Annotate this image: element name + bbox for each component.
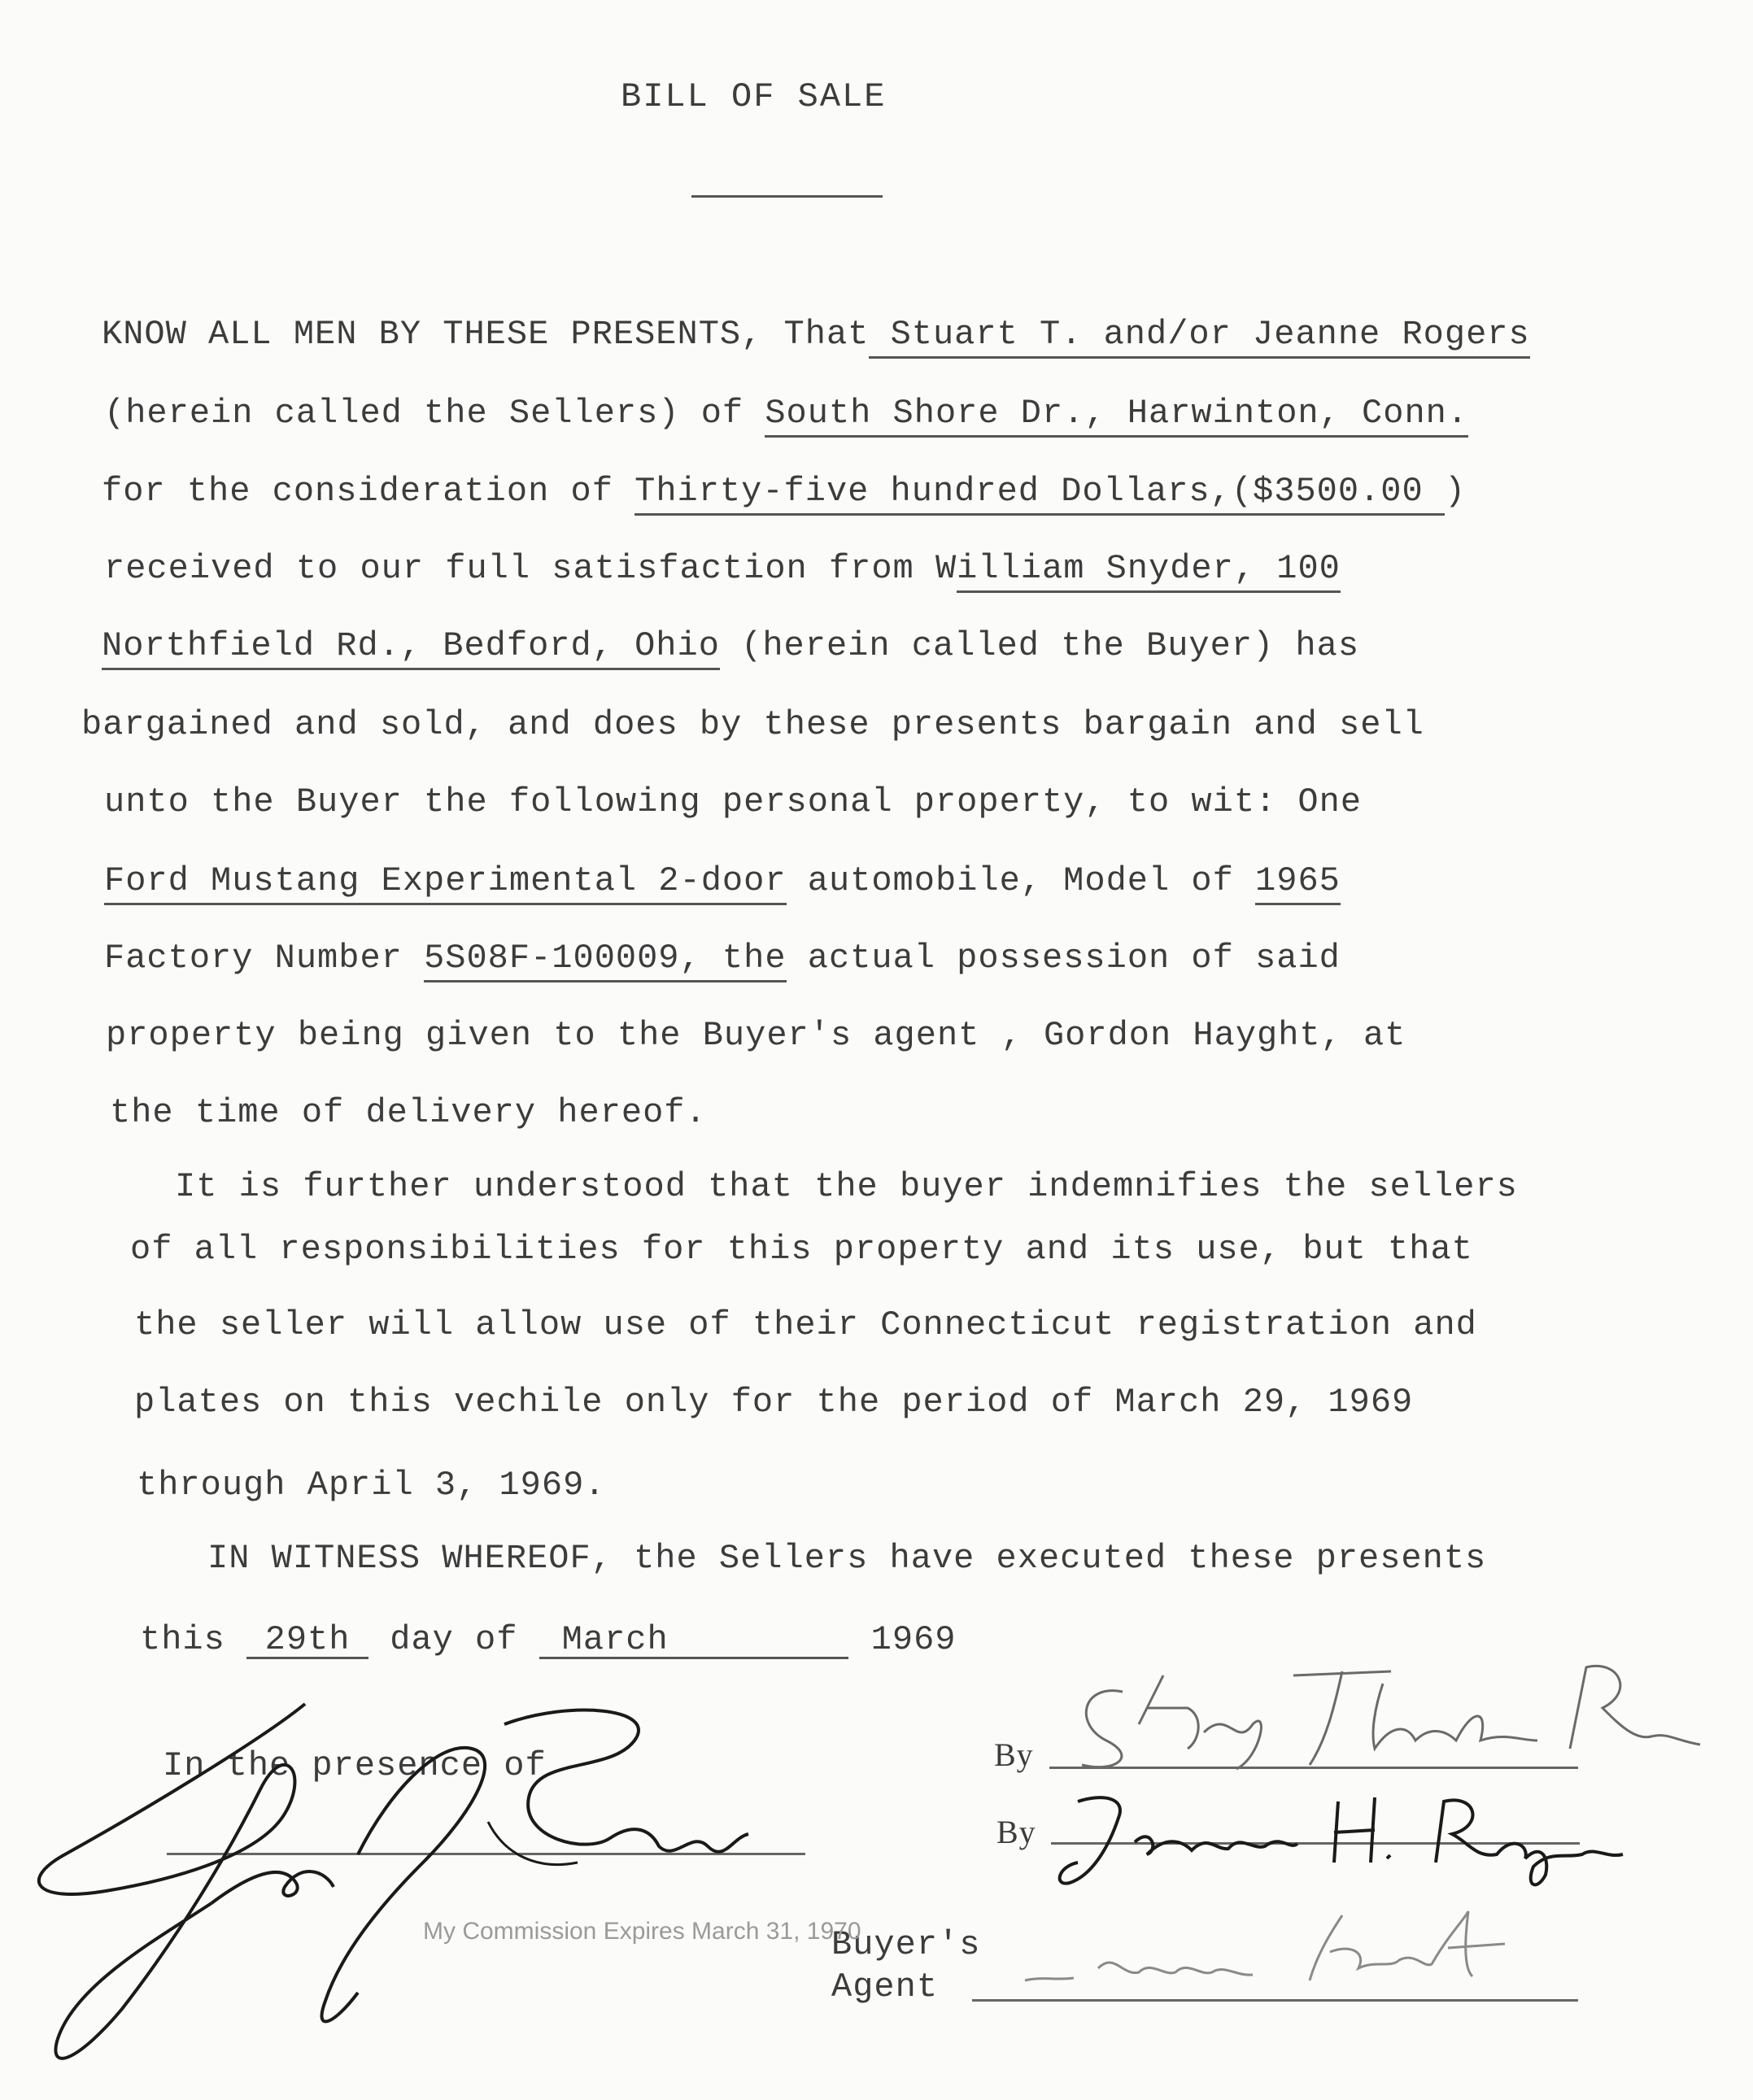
body-line-1: KNOW ALL MEN BY THESE PRESENTS, That Stuart T. and/or Jeanne Rogers <box>102 317 1530 351</box>
seller-2-signature <box>1053 1785 1623 1899</box>
presence-label: In the presence of <box>163 1746 547 1785</box>
vehicle-description: Ford Mustang Experimental 2-door <box>104 861 787 905</box>
seller-names: Stuart T. and/or Jeanne Rogers <box>869 315 1529 359</box>
notary-stamp: My Commission Expires March 31, 1970 <box>423 1918 861 1945</box>
body-line-15: plates on this vechile only for the period of March 29, 1969 <box>134 1383 1414 1422</box>
body-line-18: this 29th day of March 1969 <box>140 1620 957 1659</box>
body-line-6: bargained and sold, and does by these presents bargain and sell <box>81 705 1424 744</box>
seller-address: South Shore Dr., Harwinton, Conn. <box>765 394 1468 438</box>
factory-number: 5S08F-100009, the <box>424 939 786 982</box>
body-line-17: IN WITNESS WHEREOF, the Sellers have executed these presents <box>207 1539 1487 1578</box>
body-line-12: It is further understood that the buyer indemnifies the sellers <box>175 1167 1518 1206</box>
by-label-1: By <box>994 1736 1034 1773</box>
body-line-11: the time of delivery hereof. <box>110 1093 707 1132</box>
body-line-13: of all responsibilities for this property and its use, but that <box>130 1230 1473 1269</box>
buyer-name: illiam Snyder, 100 <box>957 549 1341 593</box>
consideration-words: Thirty-five hundred Dollars, <box>634 472 1232 516</box>
agent-signature <box>1009 1903 1546 2001</box>
witness-signature <box>16 1692 797 2082</box>
body-line-8: Ford Mustang Experimental 2-door automobile, Model of 1965 <box>104 864 1341 898</box>
title-underline <box>691 195 883 198</box>
buyers-agent-label-2: Agent <box>831 1967 939 2006</box>
body-line-9: Factory Number 5S08F-100009, the actual possession of said <box>104 941 1341 975</box>
execution-year: 1969 <box>870 1620 957 1659</box>
body-line-2: (herein called the Sellers) of South Shore Dr., Harwinton, Conn. <box>104 396 1468 430</box>
body-line-7: unto the Buyer the following personal property, to wit: One <box>104 782 1363 821</box>
by-label-2: By <box>996 1814 1036 1850</box>
execution-month: March <box>539 1623 848 1659</box>
body-line-10: property being given to the Buyer's agent , Gordon Hayght, at <box>106 1016 1406 1055</box>
seller-1-signature <box>1049 1659 1700 1781</box>
buyer-address: Northfield Rd., Bedford, Ohio <box>102 626 720 670</box>
vehicle-model-year: 1965 <box>1255 861 1341 905</box>
consideration-amount: ($3500.00 <box>1232 472 1445 516</box>
buyers-agent-label-1: Buyer's <box>831 1925 981 1964</box>
body-line-4: received to our full satisfaction from William Snyder, 100 <box>104 551 1341 586</box>
document-title: BILL OF SALE <box>621 77 887 116</box>
body-line-14: the seller will allow use of their Connecticut registration and <box>134 1305 1477 1344</box>
body-line-16: through April 3, 1969. <box>137 1466 606 1505</box>
execution-day: 29th <box>246 1623 368 1659</box>
body-line-3: for the consideration of Thirty-five hundred Dollars,($3500.00 ) <box>102 474 1466 508</box>
body-line-5: Northfield Rd., Bedford, Ohio (herein called the Buyer) has <box>102 629 1359 663</box>
